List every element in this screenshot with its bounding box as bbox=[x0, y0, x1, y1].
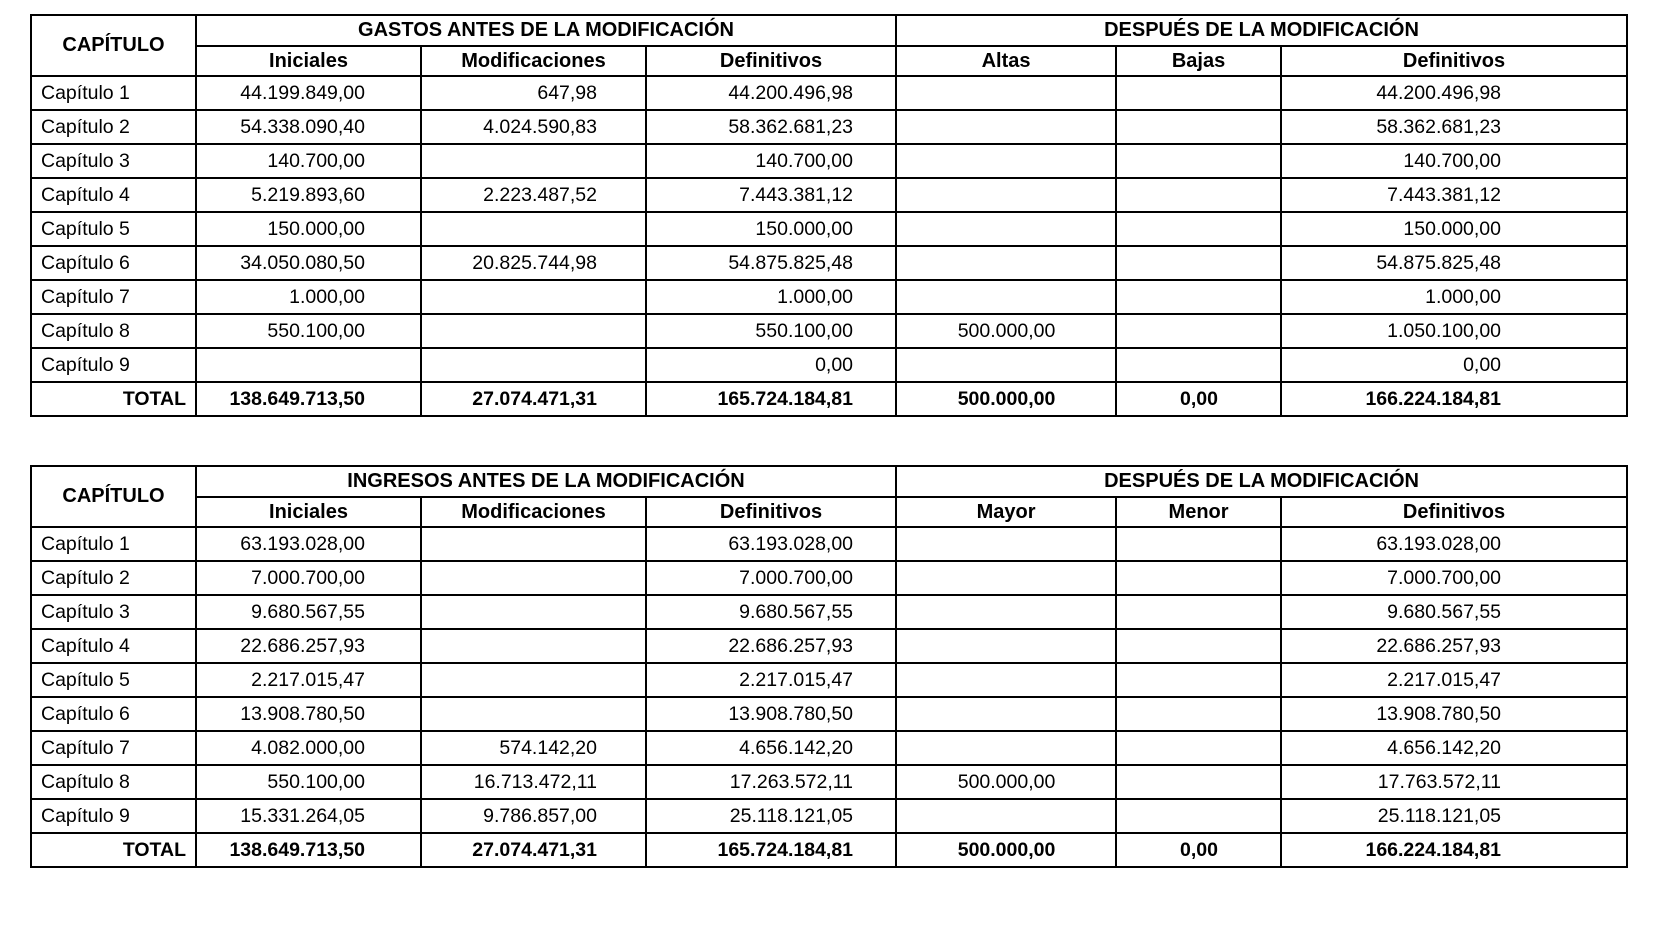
table-row bbox=[31, 561, 1627, 595]
cell-value bbox=[1116, 110, 1281, 144]
column-header-bajas: Bajas bbox=[1116, 46, 1281, 76]
cell-value: 5.219.893,60 bbox=[196, 178, 421, 212]
cell-value: 7.000.700,00 bbox=[196, 561, 421, 595]
column-header-definitivos-before: Definitivos bbox=[646, 46, 896, 76]
cell-value bbox=[1116, 765, 1281, 799]
cell-value bbox=[421, 561, 646, 595]
table-row bbox=[31, 697, 1627, 731]
cell-value bbox=[1116, 178, 1281, 212]
row-label: Capítulo 1 bbox=[31, 527, 196, 561]
cell-value: 44.200.496,98 bbox=[1281, 76, 1627, 110]
cell-value bbox=[896, 595, 1116, 629]
cell-value bbox=[1116, 629, 1281, 663]
cell-value bbox=[1116, 246, 1281, 280]
cell-value: 574.142,20 bbox=[421, 731, 646, 765]
cell-value: 54.338.090,40 bbox=[196, 110, 421, 144]
cell-value: 9.680.567,55 bbox=[1281, 595, 1627, 629]
cell-value: 140.700,00 bbox=[196, 144, 421, 178]
cell-value: 25.118.121,05 bbox=[646, 799, 896, 833]
group-header-gastos-after: DESPUÉS DE LA MODIFICACIÓN bbox=[896, 15, 1627, 46]
total-row bbox=[31, 382, 1627, 416]
row-label: Capítulo 9 bbox=[31, 348, 196, 382]
cell-value: 165.724.184,81 bbox=[646, 833, 896, 867]
cell-value: 7.443.381,12 bbox=[646, 178, 896, 212]
cell-value bbox=[421, 144, 646, 178]
cell-value bbox=[1116, 348, 1281, 382]
cell-value bbox=[421, 527, 646, 561]
cell-value: 9.786.857,00 bbox=[421, 799, 646, 833]
cell-value: 13.908.780,50 bbox=[196, 697, 421, 731]
cell-value: 500.000,00 bbox=[896, 833, 1116, 867]
cell-value bbox=[896, 348, 1116, 382]
cell-value: 550.100,00 bbox=[196, 765, 421, 799]
cell-value: 0,00 bbox=[1116, 382, 1281, 416]
cell-value: 2.223.487,52 bbox=[421, 178, 646, 212]
cell-value bbox=[896, 178, 1116, 212]
column-header-iniciales: Iniciales bbox=[196, 46, 421, 76]
cell-value: 20.825.744,98 bbox=[421, 246, 646, 280]
column-header-modificaciones: Modificaciones bbox=[421, 497, 646, 527]
cell-value: 550.100,00 bbox=[196, 314, 421, 348]
cell-value bbox=[421, 314, 646, 348]
ingresos-table-header bbox=[31, 466, 1627, 527]
group-header-ingresos-before: INGRESOS ANTES DE LA MODIFICACIÓN bbox=[196, 466, 896, 497]
column-header-definitivos-after: Definitivos bbox=[1281, 497, 1627, 527]
cell-value: 15.331.264,05 bbox=[196, 799, 421, 833]
row-label: Capítulo 3 bbox=[31, 144, 196, 178]
cell-value bbox=[421, 348, 646, 382]
cell-value: 58.362.681,23 bbox=[646, 110, 896, 144]
cell-value: 9.680.567,55 bbox=[196, 595, 421, 629]
cell-value bbox=[1116, 280, 1281, 314]
table-row bbox=[31, 144, 1627, 178]
cell-value bbox=[896, 527, 1116, 561]
column-header-iniciales: Iniciales bbox=[196, 497, 421, 527]
table-row bbox=[31, 76, 1627, 110]
cell-value bbox=[896, 144, 1116, 178]
row-label: Capítulo 8 bbox=[31, 314, 196, 348]
table-row bbox=[31, 280, 1627, 314]
table-row bbox=[31, 799, 1627, 833]
group-header-ingresos-after: DESPUÉS DE LA MODIFICACIÓN bbox=[896, 466, 1627, 497]
table-row bbox=[31, 629, 1627, 663]
cell-value: 16.713.472,11 bbox=[421, 765, 646, 799]
cell-value: 4.656.142,20 bbox=[1281, 731, 1627, 765]
table-row bbox=[31, 314, 1627, 348]
cell-value: 138.649.713,50 bbox=[196, 833, 421, 867]
cell-value: 4.082.000,00 bbox=[196, 731, 421, 765]
row-label: Capítulo 4 bbox=[31, 178, 196, 212]
cell-value bbox=[1116, 697, 1281, 731]
cell-value bbox=[896, 561, 1116, 595]
cell-value bbox=[421, 629, 646, 663]
table-row bbox=[31, 765, 1627, 799]
row-label: Capítulo 2 bbox=[31, 561, 196, 595]
cell-value: 0,00 bbox=[646, 348, 896, 382]
gastos-table-section bbox=[30, 14, 1626, 417]
cell-value: 22.686.257,93 bbox=[646, 629, 896, 663]
cell-value: 9.680.567,55 bbox=[646, 595, 896, 629]
cell-value: 27.074.471,31 bbox=[421, 833, 646, 867]
row-label: Capítulo 3 bbox=[31, 595, 196, 629]
cell-value: 166.224.184,81 bbox=[1281, 382, 1627, 416]
table-row bbox=[31, 348, 1627, 382]
gastos-table-body bbox=[31, 76, 1627, 416]
cell-value: 140.700,00 bbox=[646, 144, 896, 178]
cell-value: 7.443.381,12 bbox=[1281, 178, 1627, 212]
cell-value bbox=[896, 246, 1116, 280]
row-label: Capítulo 4 bbox=[31, 629, 196, 663]
cell-value bbox=[1116, 731, 1281, 765]
cell-value bbox=[1116, 144, 1281, 178]
gastos-table bbox=[30, 14, 1628, 417]
cell-value: 4.656.142,20 bbox=[646, 731, 896, 765]
cell-value: 58.362.681,23 bbox=[1281, 110, 1627, 144]
row-label: Capítulo 5 bbox=[31, 663, 196, 697]
table-row bbox=[31, 731, 1627, 765]
cell-value: 7.000.700,00 bbox=[1281, 561, 1627, 595]
cell-value: 165.724.184,81 bbox=[646, 382, 896, 416]
cell-value bbox=[896, 212, 1116, 246]
cell-value bbox=[896, 697, 1116, 731]
row-label: Capítulo 1 bbox=[31, 76, 196, 110]
cell-value: 500.000,00 bbox=[896, 765, 1116, 799]
cell-value: 27.074.471,31 bbox=[421, 382, 646, 416]
cell-value: 22.686.257,93 bbox=[196, 629, 421, 663]
column-header-altas: Altas bbox=[896, 46, 1116, 76]
cell-value: 13.908.780,50 bbox=[646, 697, 896, 731]
row-label: Capítulo 8 bbox=[31, 765, 196, 799]
cell-value: 500.000,00 bbox=[896, 382, 1116, 416]
cell-value bbox=[421, 697, 646, 731]
cell-value bbox=[421, 212, 646, 246]
cell-value: 150.000,00 bbox=[196, 212, 421, 246]
cell-value: 1.000,00 bbox=[196, 280, 421, 314]
row-label: Capítulo 9 bbox=[31, 799, 196, 833]
cell-value bbox=[1116, 799, 1281, 833]
ingresos-table-section bbox=[30, 465, 1626, 868]
cell-value: 138.649.713,50 bbox=[196, 382, 421, 416]
cell-value: 166.224.184,81 bbox=[1281, 833, 1627, 867]
cell-value: 34.050.080,50 bbox=[196, 246, 421, 280]
row-label: Capítulo 6 bbox=[31, 697, 196, 731]
cell-value bbox=[896, 799, 1116, 833]
total-row-label: TOTAL bbox=[31, 382, 196, 416]
cell-value: 550.100,00 bbox=[646, 314, 896, 348]
row-label: Capítulo 7 bbox=[31, 280, 196, 314]
row-label: Capítulo 5 bbox=[31, 212, 196, 246]
cell-value: 140.700,00 bbox=[1281, 144, 1627, 178]
cell-value bbox=[896, 629, 1116, 663]
cell-value: 54.875.825,48 bbox=[1281, 246, 1627, 280]
cell-value: 44.199.849,00 bbox=[196, 76, 421, 110]
column-header-capitulo: CAPÍTULO bbox=[31, 466, 196, 527]
cell-value: 63.193.028,00 bbox=[1281, 527, 1627, 561]
table-row bbox=[31, 663, 1627, 697]
column-header-definitivos-after: Definitivos bbox=[1281, 46, 1627, 76]
table-row bbox=[31, 110, 1627, 144]
cell-value: 150.000,00 bbox=[646, 212, 896, 246]
cell-value: 54.875.825,48 bbox=[646, 246, 896, 280]
row-label: Capítulo 6 bbox=[31, 246, 196, 280]
cell-value: 1.000,00 bbox=[646, 280, 896, 314]
ingresos-table-body bbox=[31, 527, 1627, 867]
cell-value bbox=[896, 76, 1116, 110]
row-label: Capítulo 2 bbox=[31, 110, 196, 144]
cell-value bbox=[1116, 527, 1281, 561]
cell-value bbox=[1116, 663, 1281, 697]
column-header-definitivos-before: Definitivos bbox=[646, 497, 896, 527]
gastos-table-header bbox=[31, 15, 1627, 76]
cell-value bbox=[196, 348, 421, 382]
cell-value: 22.686.257,93 bbox=[1281, 629, 1627, 663]
cell-value: 2.217.015,47 bbox=[196, 663, 421, 697]
cell-value: 25.118.121,05 bbox=[1281, 799, 1627, 833]
table-row bbox=[31, 246, 1627, 280]
cell-value bbox=[896, 731, 1116, 765]
cell-value: 500.000,00 bbox=[896, 314, 1116, 348]
column-header-modificaciones: Modificaciones bbox=[421, 46, 646, 76]
table-row bbox=[31, 595, 1627, 629]
cell-value: 63.193.028,00 bbox=[646, 527, 896, 561]
table-row bbox=[31, 178, 1627, 212]
cell-value: 0,00 bbox=[1281, 348, 1627, 382]
cell-value bbox=[1116, 212, 1281, 246]
cell-value bbox=[421, 663, 646, 697]
cell-value bbox=[421, 280, 646, 314]
cell-value: 13.908.780,50 bbox=[1281, 697, 1627, 731]
cell-value: 17.263.572,11 bbox=[646, 765, 896, 799]
cell-value: 44.200.496,98 bbox=[646, 76, 896, 110]
column-header-mayor: Mayor bbox=[896, 497, 1116, 527]
cell-value: 2.217.015,47 bbox=[646, 663, 896, 697]
cell-value bbox=[1116, 314, 1281, 348]
cell-value: 1.000,00 bbox=[1281, 280, 1627, 314]
cell-value: 4.024.590,83 bbox=[421, 110, 646, 144]
cell-value: 150.000,00 bbox=[1281, 212, 1627, 246]
cell-value: 647,98 bbox=[421, 76, 646, 110]
cell-value bbox=[896, 110, 1116, 144]
cell-value bbox=[896, 663, 1116, 697]
cell-value: 17.763.572,11 bbox=[1281, 765, 1627, 799]
total-row-label: TOTAL bbox=[31, 833, 196, 867]
cell-value: 63.193.028,00 bbox=[196, 527, 421, 561]
cell-value: 1.050.100,00 bbox=[1281, 314, 1627, 348]
table-row bbox=[31, 527, 1627, 561]
cell-value bbox=[1116, 561, 1281, 595]
row-label: Capítulo 7 bbox=[31, 731, 196, 765]
cell-value bbox=[1116, 595, 1281, 629]
cell-value: 2.217.015,47 bbox=[1281, 663, 1627, 697]
column-header-menor: Menor bbox=[1116, 497, 1281, 527]
group-header-gastos-before: GASTOS ANTES DE LA MODIFICACIÓN bbox=[196, 15, 896, 46]
cell-value: 7.000.700,00 bbox=[646, 561, 896, 595]
cell-value bbox=[896, 280, 1116, 314]
cell-value: 0,00 bbox=[1116, 833, 1281, 867]
table-row bbox=[31, 212, 1627, 246]
cell-value bbox=[421, 595, 646, 629]
cell-value bbox=[1116, 76, 1281, 110]
column-header-capitulo: CAPÍTULO bbox=[31, 15, 196, 76]
total-row bbox=[31, 833, 1627, 867]
ingresos-table bbox=[30, 465, 1628, 868]
